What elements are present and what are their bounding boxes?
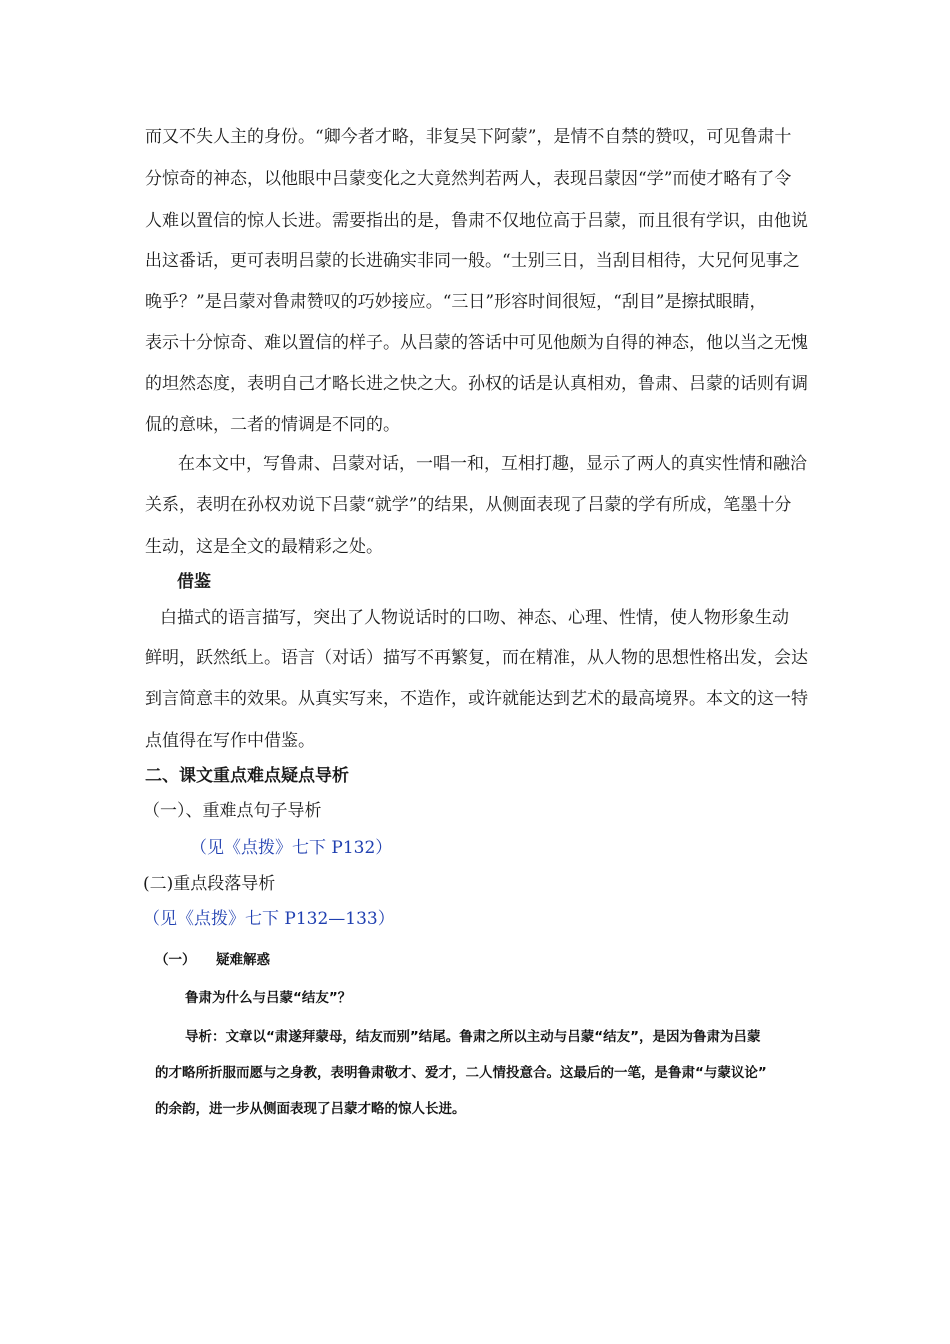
paragraph1-line: 晚乎？”是吕蒙对鲁肃赞叹的巧妙接应。“三日”形容时间很短，“刮目”是擦拭眼睛，	[145, 292, 767, 312]
jiejian-line: 点值得在写作中借鉴。	[145, 731, 315, 751]
subsection-heading: （一）、重难点句子导析	[143, 801, 322, 821]
qa-heading-number: （一）	[155, 952, 196, 968]
paragraph2-line: 生动，这是全文的最精彩之处。	[145, 537, 383, 557]
paragraph1-line: 人难以置信的惊人长进。需要指出的是，鲁肃不仅地位高于吕蒙，而且很有学识，由他说	[145, 211, 808, 231]
paragraph1-line: 表示十分惊奇、难以置信的样子。从吕蒙的答话中可见他颇为自得的神态，他以当之无愧	[145, 333, 808, 353]
section2-heading: 二、课文重点难点疑点导析	[145, 766, 349, 786]
subsection-heading: (二)重点段落导析	[143, 874, 276, 894]
paragraph1-line: 侃的意味，二者的情调是不同的。	[145, 415, 400, 435]
paragraph2-line: 在本文中，写鲁肃、吕蒙对话，一唱一和，互相打趣，显示了两人的真实性情和融洽	[178, 454, 807, 474]
paragraph1-line: 分惊奇的神态，以他眼中吕蒙变化之大竟然判若两人，表现吕蒙因“学”而使才略有了令	[145, 169, 792, 189]
qa-question: 鲁肃为什么与吕蒙“结友”？	[185, 990, 352, 1006]
paragraph2-line: 关系，表明在孙权劝说下吕蒙“就学”的结果，从侧面表现了吕蒙的学有所成，笔墨十分	[145, 495, 792, 515]
paragraph1-line: 的坦然态度，表明自己才略长进之快之大。孙权的话是认真相劝，鲁肃、吕蒙的话则有调	[145, 374, 808, 394]
jiejian-line: 到言简意丰的效果。从真实写来，不造作，或许就能达到艺术的最高境界。本文的这一特	[145, 689, 808, 709]
qa-answer-line: 的余韵，进一步从侧面表现了吕蒙才略的惊人长进。	[155, 1101, 466, 1117]
qa-heading: 疑难解惑	[216, 952, 270, 968]
reference-text: （见《点拨》七下 P132—133）	[143, 909, 395, 929]
jiejian-line: 白描式的语言描写，突出了人物说话时的口吻、神态、心理、性情，使人物形象生动	[160, 608, 789, 628]
paragraph1-line: 出这番话，更可表明吕蒙的长进确实非同一般。“士别三日，当刮目相待，大兄何见事之	[145, 251, 800, 271]
jiejian-line: 鲜明，跃然纸上。语言（对话）描写不再繁复，而在精准，从人物的思想性格出发，会达	[145, 648, 808, 668]
qa-answer-line: 的才略所折服而愿与之身教，表明鲁肃敬才、爱才，二人情投意合。这最后的一笔，是鲁肃“与蒙议论”	[155, 1065, 767, 1081]
jiejian-heading: 借鉴	[177, 572, 211, 592]
qa-answer-line: 导析：文章以“肃遂拜蒙母，结友而别”结尾。鲁肃之所以主动与吕蒙“结友”，是因为鲁肃为吕蒙	[185, 1029, 761, 1045]
paragraph1-line: 而又不失人主的身份。“卿今者才略，非复吴下阿蒙”，是情不自禁的赞叹，可见鲁肃十	[145, 127, 792, 147]
reference-text: （见《点拨》七下 P132）	[190, 838, 393, 858]
